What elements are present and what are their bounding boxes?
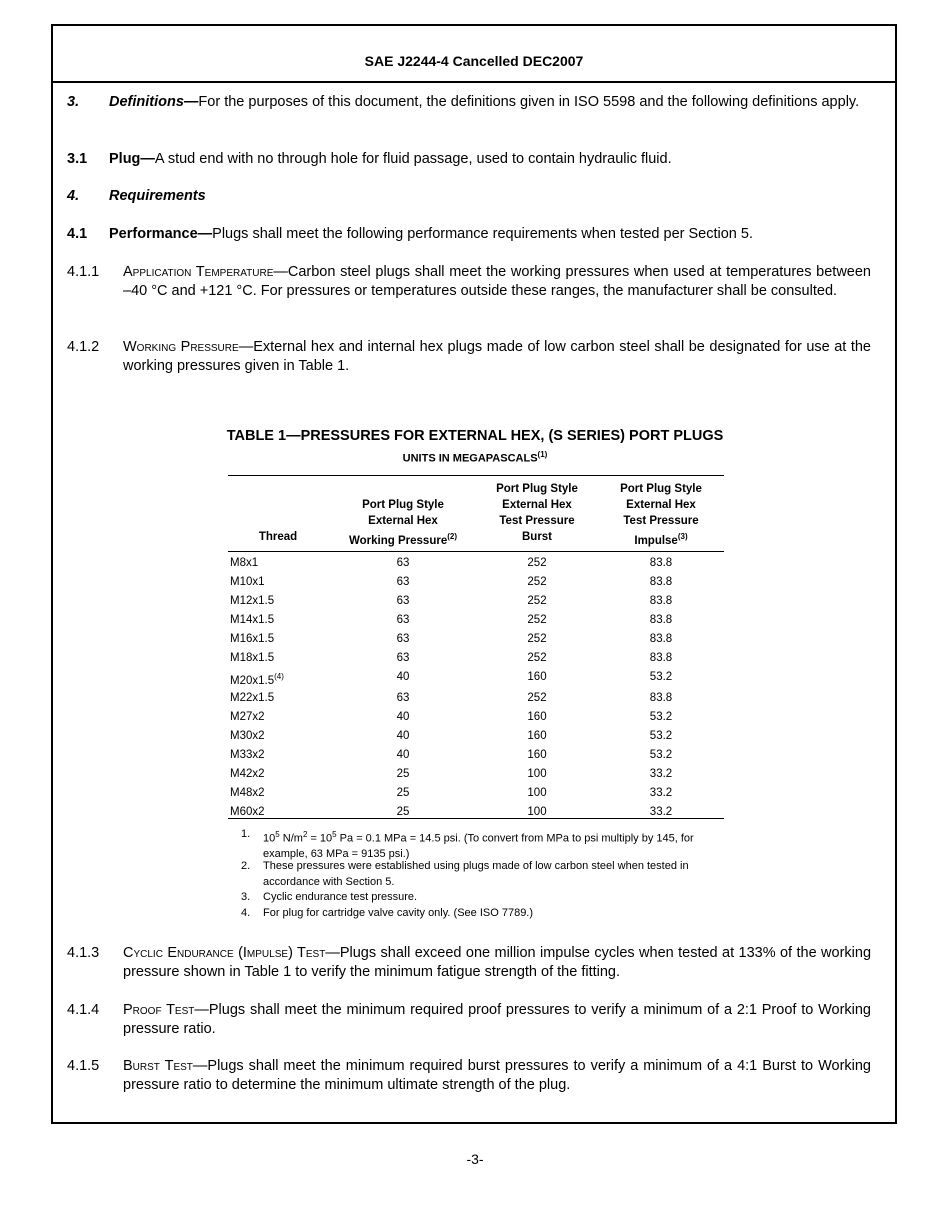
section-heading: Impulse (242, 945, 289, 961)
section-text: —Plugs shall meet the minimum required proof pressures to verify a minimum of a 2:1 Proof to Working pressure ratio. (123, 1002, 871, 1037)
section-number: 3.1 (67, 151, 88, 167)
footnote-number: 4. (241, 907, 251, 919)
cell-thread (230, 632, 274, 646)
footnote-text (263, 827, 713, 863)
cell-thread (230, 613, 274, 627)
cell-impulse: 53.2 (649, 711, 673, 723)
cell-thread (230, 651, 274, 665)
cell-thread (230, 670, 284, 688)
section-heading: Performance— (109, 226, 213, 242)
cell-impulse: 33.2 (649, 787, 673, 799)
section-number: 4.1.2 (67, 339, 100, 355)
cell-impulse: 53.2 (649, 671, 673, 683)
cell-impulse: 83.8 (649, 557, 673, 569)
section-4-1 (67, 225, 871, 244)
cell-burst: 160 (527, 711, 547, 723)
section-heading: Cyclic Endurance ( (123, 945, 243, 961)
cell-working: 40 (396, 711, 410, 723)
table-subtitle-sup: (1) (537, 450, 548, 459)
header-line-sup (591, 529, 731, 549)
cell-working: 63 (396, 633, 410, 645)
header-sup: (3) (677, 532, 688, 541)
section-4-1-1 (67, 263, 871, 301)
header-line-sup (333, 529, 473, 549)
cell-burst: 252 (527, 652, 547, 664)
section-body (67, 225, 871, 244)
cell-impulse: 83.8 (649, 652, 673, 664)
cell-thread-text: M42x2 (230, 768, 265, 780)
cell-working: 25 (396, 768, 410, 780)
section-text: Plugs shall meet the following performance requirements when tested per Section 5. (212, 226, 753, 242)
cell-burst: 100 (527, 806, 547, 818)
cell-working: 63 (396, 576, 410, 588)
section-body (67, 1057, 871, 1095)
cell-thread (230, 575, 265, 589)
cell-thread (230, 556, 258, 570)
fn-part: 10 (263, 832, 276, 845)
cell-burst: 252 (527, 595, 547, 607)
header-line: Test Pressure (623, 515, 699, 527)
cell-working: 63 (396, 595, 410, 607)
fn-sup: 5 (332, 830, 337, 839)
header-sup: (2) (447, 532, 457, 541)
header-line: Port Plug Style (620, 483, 702, 495)
cell-burst: 160 (527, 730, 547, 742)
cell-thread (230, 748, 265, 762)
section-number: 4.1.5 (67, 1058, 100, 1074)
header-line: External Hex (626, 499, 696, 511)
section-number: 4. (67, 188, 80, 204)
cell-thread-text: M20x1.5 (230, 674, 275, 687)
cell-thread (230, 805, 265, 819)
fn-sup: 5 (275, 830, 280, 839)
section-number: 4.1.4 (67, 1002, 100, 1018)
section-body (67, 263, 871, 301)
cell-thread-text: M48x2 (230, 787, 265, 799)
section-text: —External hex and internal hex plugs made of low carbon steel shall be designated for use at the working pressures given in Table 1. (123, 339, 871, 374)
cell-thread-text: M30x2 (230, 730, 265, 742)
table-bottom-rule (228, 818, 724, 819)
table-subtitle-text: UNITS IN MEGAPASCALS (402, 452, 538, 465)
section-body (67, 338, 871, 376)
cell-impulse: 53.2 (649, 749, 673, 761)
footnote-2 (241, 859, 711, 891)
footnote-text: Cyclic endurance test pressure. (263, 891, 418, 903)
fn-part: = 10 (307, 832, 333, 845)
section-heading: Burst Test (123, 1058, 193, 1074)
cell-thread (230, 594, 274, 608)
cell-working: 25 (396, 787, 410, 799)
header-line: External Hex (502, 499, 572, 511)
cell-thread-text: M12x1.5 (230, 595, 275, 607)
footnote-number: 3. (241, 891, 251, 903)
cell-thread-text: M10x1 (230, 576, 265, 588)
page-number: -3- (466, 1151, 484, 1167)
fn-sup: 2 (302, 830, 308, 839)
cell-thread (230, 767, 265, 781)
cell-working: 63 (396, 614, 410, 626)
col-header-burst (467, 481, 607, 545)
footnote-text: These pressures were established using plugs made of low carbon steel when tested in accordance with Section 5. (263, 860, 689, 888)
section-text: A stud end with no through hole for fluid passage, used to contain hydraulic fluid. (154, 151, 672, 167)
section-heading: Proof Test (123, 1002, 195, 1018)
section-heading: Plug— (109, 151, 155, 167)
fn-part: Pa = 0.1 MPa = 14.5 psi. (To convert from MPa to psi multiply by 145, for example, 63 MPa = 9135 psi.) (263, 832, 694, 861)
cell-impulse: 83.8 (649, 595, 673, 607)
cell-impulse: 83.8 (649, 633, 673, 645)
section-text: —Plugs shall exceed one million impulse cycles when tested at 133% of the working pressure shown in Table 1 to verify the minimum fatigue strength of the fitting. (123, 945, 872, 980)
section-body (67, 1001, 871, 1039)
table-subtitle (0, 450, 950, 465)
cell-working: 25 (396, 806, 410, 818)
cell-thread (230, 710, 265, 724)
cell-impulse: 53.2 (649, 730, 673, 742)
cell-burst: 160 (527, 749, 547, 761)
cell-thread-text: M8x1 (230, 557, 259, 569)
cell-thread-text: M27x2 (230, 711, 265, 723)
cell-working: 63 (396, 557, 410, 569)
header-line: Burst (521, 531, 553, 543)
cell-impulse: 33.2 (649, 768, 673, 780)
header-title: SAE J2244-4 Cancelled DEC2007 (364, 53, 584, 69)
cell-burst: 252 (527, 633, 547, 645)
header-line: Working Pressure (349, 534, 448, 547)
section-body (67, 93, 871, 112)
section-text: —Carbon steel plugs shall meet the working pressures when used at temperatures between –40 °C and +121 °C. For pressures or temperatures outside these ranges, the manufacturer shall be consulted. (123, 264, 871, 299)
header-line: Port Plug Style (362, 499, 444, 511)
footnote-number: 1. (241, 828, 251, 840)
footnote-text: For plug for cartridge valve cavity only. (See ISO 7789.) (263, 907, 534, 919)
cell-burst: 252 (527, 557, 547, 569)
footnote-1 (241, 827, 711, 859)
col-header-thread: Thread (258, 531, 298, 543)
cell-working: 40 (396, 749, 410, 761)
cell-thread (230, 729, 265, 743)
table-top-rule (228, 475, 724, 476)
section-heading: ) Test (288, 945, 326, 961)
section-number: 4.1 (67, 226, 88, 242)
section-heading: Working Pressure (123, 339, 239, 355)
section-4 (67, 187, 871, 206)
section-heading: Application Temperature (123, 264, 274, 280)
cell-burst: 100 (527, 768, 547, 780)
header-line: Impulse (634, 534, 678, 547)
fn-part: N/m (279, 832, 303, 845)
cell-impulse: 33.2 (649, 806, 673, 818)
cell-burst: 252 (527, 576, 547, 588)
header-line: External Hex (368, 515, 438, 527)
section-4-1-3 (67, 944, 871, 982)
header-line: Port Plug Style (496, 483, 578, 495)
cell-thread-text: M60x2 (230, 806, 265, 818)
footnote-number: 2. (241, 860, 251, 872)
cell-thread-text: M16x1.5 (230, 633, 275, 645)
section-body (67, 944, 871, 982)
cell-thread-sup: (4) (274, 672, 284, 681)
table-title: TABLE 1—PRESSURES FOR EXTERNAL HEX, (S SERIES) PORT PLUGS (226, 428, 724, 444)
cell-burst: 160 (527, 671, 547, 683)
section-number: 3. (67, 94, 80, 110)
section-number: 4.1.1 (67, 264, 100, 280)
section-4-1-2 (67, 338, 871, 376)
section-heading: Definitions— (109, 94, 199, 110)
cell-working: 63 (396, 692, 410, 704)
section-body (67, 150, 871, 169)
col-header-working (333, 497, 473, 549)
cell-burst: 252 (527, 614, 547, 626)
cell-thread-text: M18x1.5 (230, 652, 275, 664)
section-4-1-5 (67, 1057, 871, 1095)
cell-impulse: 83.8 (649, 614, 673, 626)
col-header-impulse (591, 481, 731, 549)
section-body (67, 187, 871, 206)
page-header (53, 26, 895, 83)
cell-thread-text: M22x1.5 (230, 692, 275, 704)
cell-thread-text: M33x2 (230, 749, 265, 761)
cell-thread (230, 786, 265, 800)
cell-working: 40 (396, 730, 410, 742)
header-line: Test Pressure (499, 515, 575, 527)
cell-thread-text: M14x1.5 (230, 614, 275, 626)
section-number: 4.1.3 (67, 945, 100, 961)
table-header-rule (228, 551, 724, 552)
section-text: —Plugs shall meet the minimum required burst pressures to verify a minimum of a 4:1 Burst to Working pressure ratio to determine the minimum ultimate strength of the plug. (123, 1058, 871, 1093)
cell-impulse: 83.8 (649, 692, 673, 704)
cell-working: 63 (396, 652, 410, 664)
cell-impulse: 83.8 (649, 576, 673, 588)
cell-thread (230, 691, 274, 705)
cell-working: 40 (396, 671, 410, 683)
cell-burst: 252 (527, 692, 547, 704)
section-3-1 (67, 150, 871, 169)
section-4-1-4 (67, 1001, 871, 1039)
section-heading: Requirements (109, 188, 206, 204)
cell-burst: 100 (527, 787, 547, 799)
section-3 (67, 93, 871, 112)
section-text: For the purposes of this document, the definitions given in ISO 5598 and the following definitions apply. (198, 94, 860, 110)
